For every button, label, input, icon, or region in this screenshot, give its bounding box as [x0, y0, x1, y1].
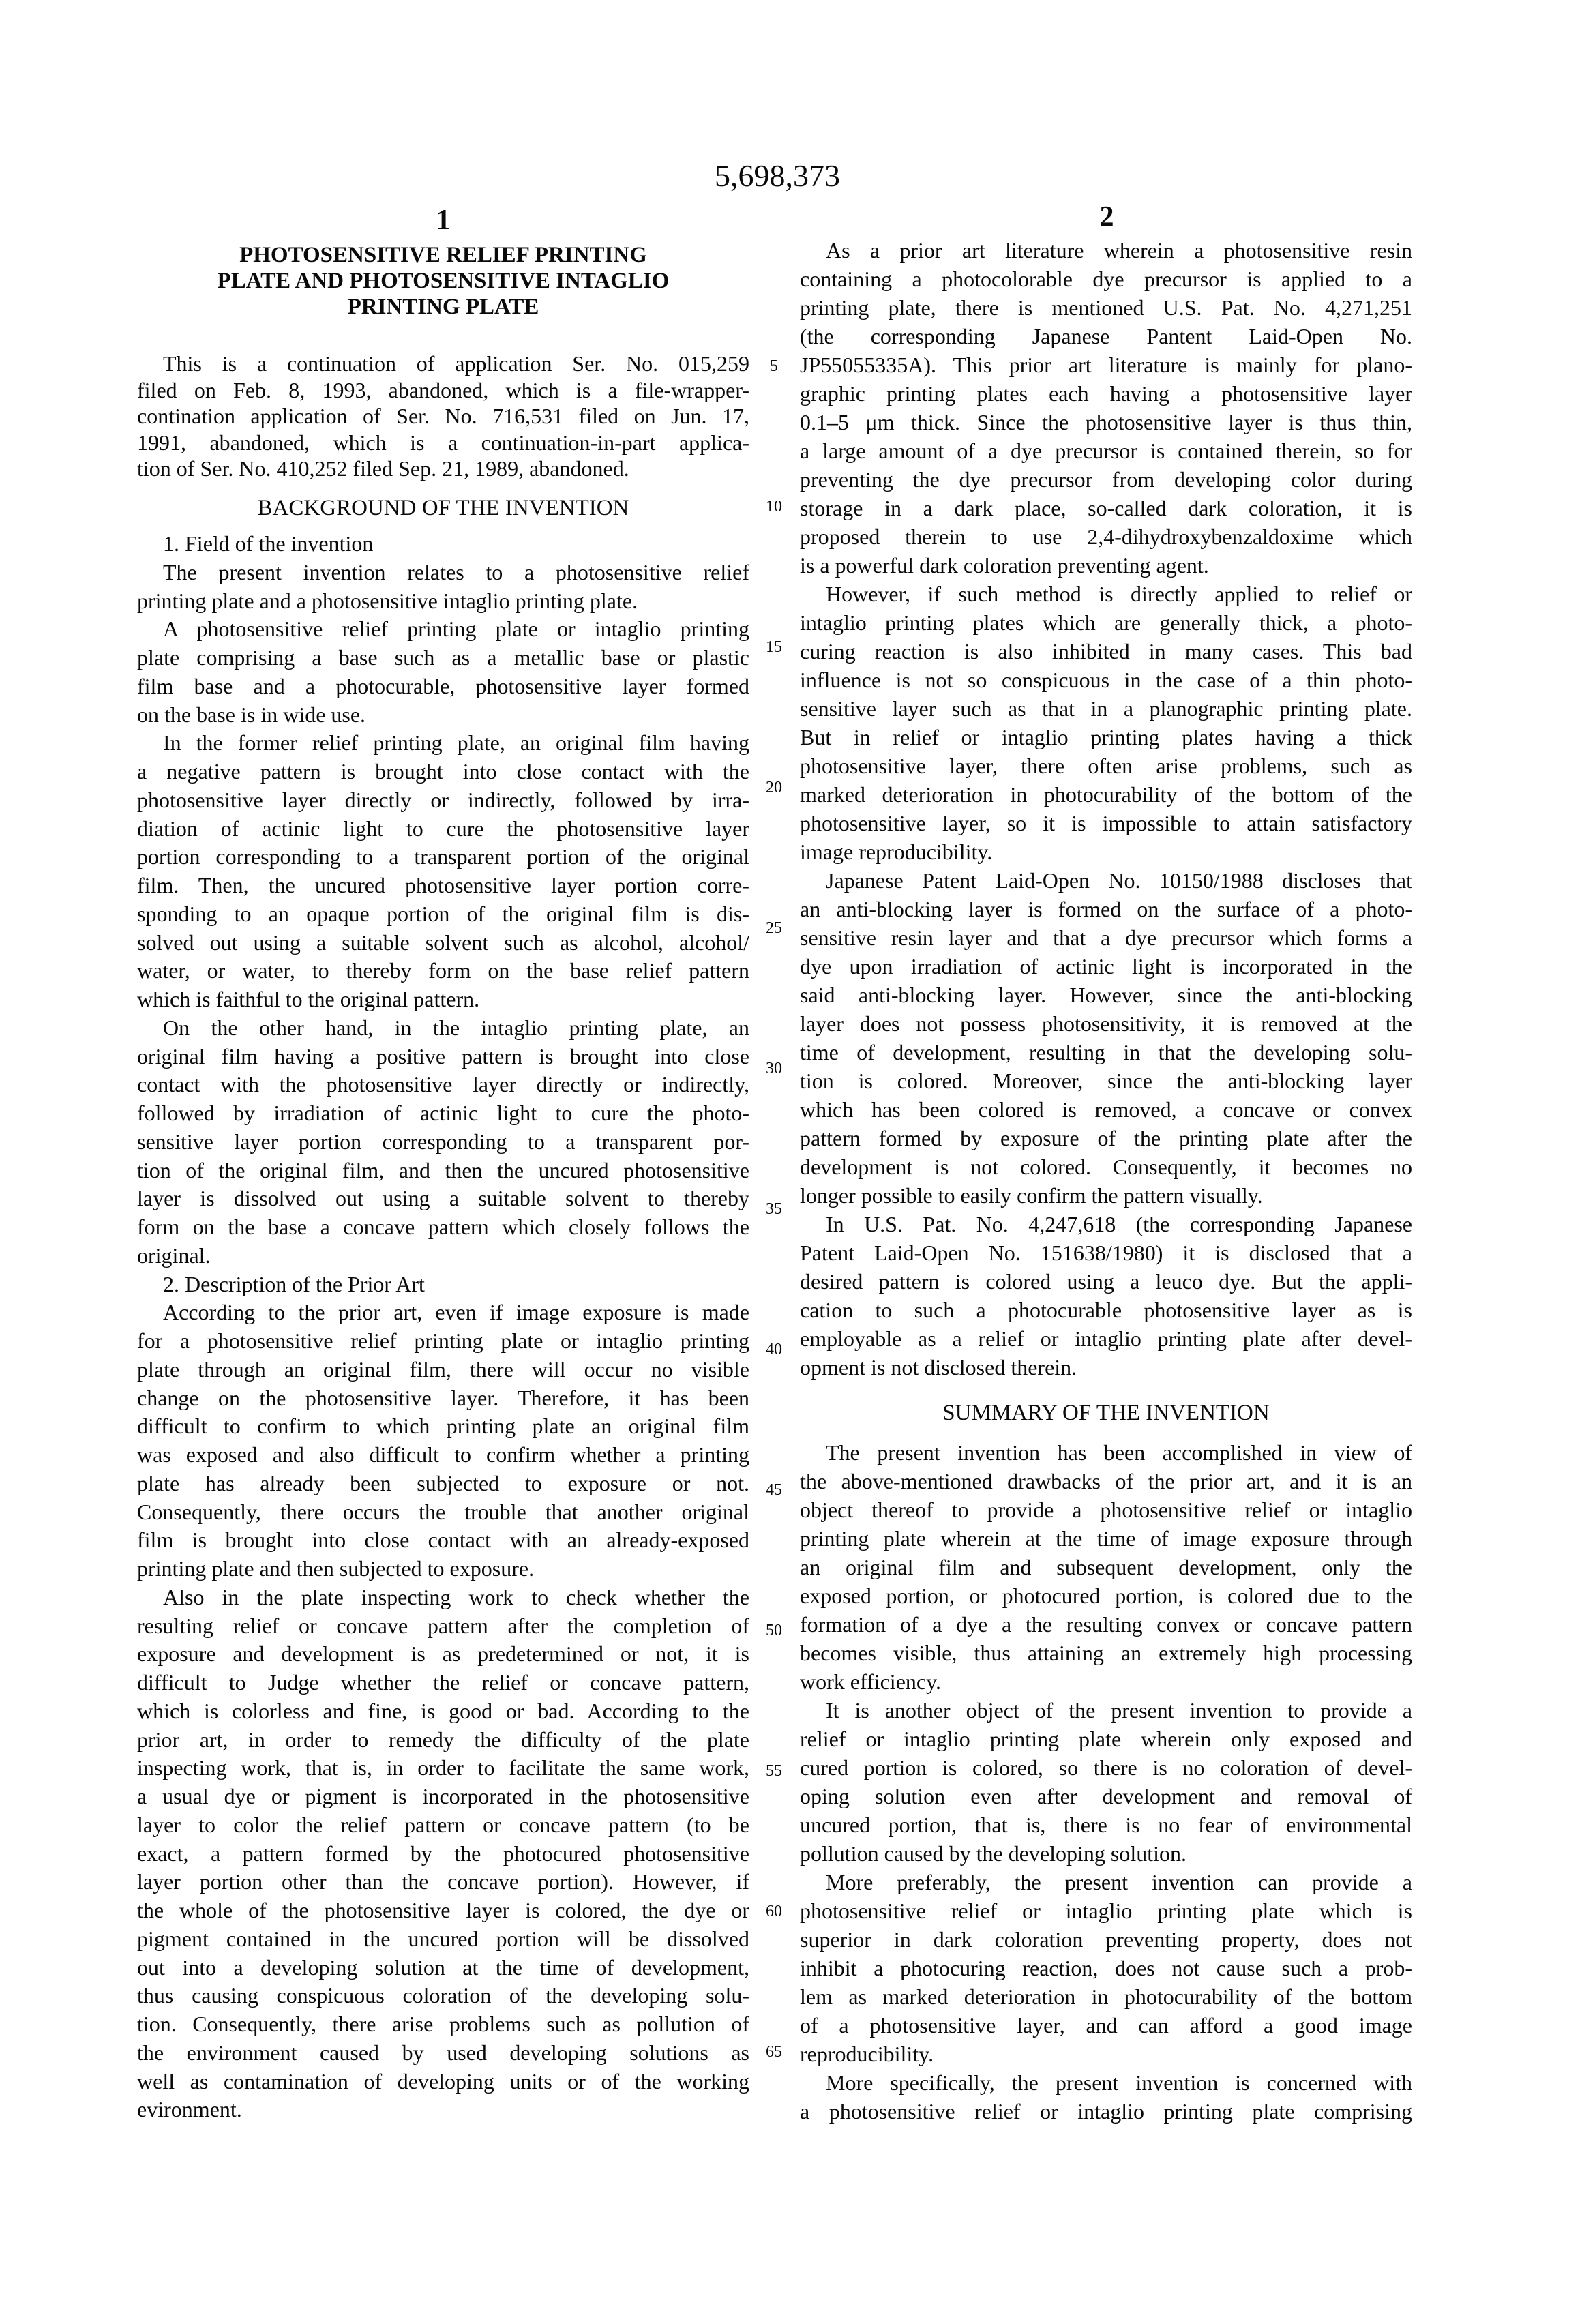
text-line: Also in the plate inspecting work to check whether the: [137, 1583, 749, 1612]
paragraph: [800, 2068, 1412, 2126]
text-line: tion of Ser. No. 410,252 filed Sep. 21, 1989, abandoned.: [137, 456, 749, 482]
text-line: contact with the photosensitive layer directly or indirectly,: [137, 1071, 749, 1099]
text-line: layer to color the relief pattern or concave pattern (to be: [137, 1811, 749, 1840]
text-line: photosensitive layer, there often arise problems, such as: [800, 751, 1412, 780]
text-line: In the former relief printing plate, an original film having: [137, 729, 749, 758]
text-line: well as contamination of developing units or of the working: [137, 2068, 749, 2096]
text-line: marked deterioration in photocurability of the bottom of the: [800, 780, 1412, 809]
text-line: image reproducibility.: [800, 837, 1412, 866]
text-line: sensitive layer portion corresponding to a transparent por-: [137, 1128, 749, 1157]
text-line: contination application of Ser. No. 716,531 filed on Jun. 17,: [137, 403, 749, 430]
text-line: object thereof to provide a photosensitive relief or intaglio: [800, 1495, 1412, 1524]
text-line: cured portion is colored, so there is no coloration of devel-: [800, 1753, 1412, 1782]
text-line: formation of a dye a the resulting convex or concave pattern: [800, 1610, 1412, 1639]
title-line: PRINTING PLATE: [137, 294, 749, 320]
text-line: which is faithful to the original pattern.: [137, 985, 749, 1014]
text-line: layer portion other than the concave portion). However, if: [137, 1868, 749, 1896]
text-line: was exposed and also difficult to confirm whether a printing: [137, 1441, 749, 1470]
line-number: 35: [757, 1199, 791, 1219]
right-column-body-upper: [800, 236, 1412, 1382]
patent-title: [137, 242, 749, 320]
text-line: Consequently, there occurs the trouble that another original: [137, 1498, 749, 1527]
text-line: tion of the original film, and then the uncured photosensitive: [137, 1157, 749, 1185]
line-number: 30: [757, 1058, 791, 1079]
text-line: an original film and subsequent development, only the: [800, 1553, 1412, 1581]
text-line: containing a photocolorable dye precursor is applied to a: [800, 265, 1412, 293]
line-number: 60: [757, 1901, 791, 1922]
text-line: film is brought into close contact with an already-exposed: [137, 1526, 749, 1555]
paragraph: [137, 615, 749, 729]
text-line: The present invention relates to a photosensitive relief: [137, 558, 749, 587]
text-line: filed on Feb. 8, 1993, abandoned, which is a file-wrapper-: [137, 377, 749, 404]
text-line: relief or intaglio printing plate wherein only exposed and: [800, 1725, 1412, 1753]
background-heading: BACKGROUND OF THE INVENTION: [137, 494, 749, 522]
subsection-heading: 1. Field of the invention: [137, 530, 749, 558]
text-line: dye upon irradiation of actinic light is incorporated in the: [800, 952, 1412, 981]
text-line: More specifically, the present invention is concerned with: [800, 2068, 1412, 2097]
text-line: printing plate and then subjected to exposure.: [137, 1555, 749, 1583]
text-line: More preferably, the present invention can provide a: [800, 1868, 1412, 1896]
column-number-left: 1: [409, 203, 477, 237]
text-line: film. Then, the uncured photosensitive layer portion corre-: [137, 872, 749, 900]
paragraph: [800, 236, 1412, 580]
text-line: This is a continuation of application Ser. No. 015,259: [137, 351, 749, 377]
paragraph: [137, 558, 749, 616]
line-number: 5: [757, 356, 791, 376]
text-line: inhibit a photocuring reaction, does not cause such a prob-: [800, 1954, 1412, 1982]
line-number: 25: [757, 918, 791, 938]
right-column-body-lower: [800, 1438, 1412, 2126]
text-line: desired pattern is colored using a leuco dye. But the appli-: [800, 1267, 1412, 1296]
text-line: followed by irradiation of actinic light to cure the photo-: [137, 1099, 749, 1128]
text-line: exposed portion, or photocured portion, is colored due to the: [800, 1581, 1412, 1610]
text-line: (the corresponding Japanese Pantent Laid-Open No.: [800, 322, 1412, 351]
text-line: However, if such method is directly applied to relief or: [800, 580, 1412, 608]
text-line: printing plate and a photosensitive intaglio printing plate.: [137, 587, 749, 616]
text-line: portion corresponding to a transparent portion of the original: [137, 843, 749, 872]
text-line: for a photosensitive relief printing plate or intaglio printing: [137, 1327, 749, 1356]
text-line: JP55055335A). This prior art literature is mainly for plano-: [800, 351, 1412, 379]
left-column-body: [137, 530, 749, 2124]
text-line: photosensitive layer directly or indirectly, followed by irra-: [137, 786, 749, 815]
paragraph: [137, 1014, 749, 1270]
text-line: layer is dissolved out using a suitable solvent to thereby: [137, 1185, 749, 1213]
text-line: out into a developing solution at the time of development,: [137, 1954, 749, 1982]
subsection-heading: 2. Description of the Prior Art: [137, 1270, 749, 1299]
text-line: solved out using a suitable solvent such as alcohol, alcohol/: [137, 929, 749, 957]
text-line: thus causing conspicuous coloration of the developing solu-: [137, 1982, 749, 2010]
text-line: water, or water, to thereby form on the base relief pattern: [137, 957, 749, 985]
text-line: sensitive resin layer and that a dye precursor which forms a: [800, 923, 1412, 952]
text-line: uncured portion, that is, there is no fear of environmental: [800, 1811, 1412, 1839]
text-line: 0.1–5 μm thick. Since the photosensitive layer is thus thin,: [800, 408, 1412, 436]
text-line: pollution caused by the developing solution.: [800, 1839, 1412, 1868]
text-line: sensitive layer such as that in a planographic printing plate.: [800, 694, 1412, 723]
text-line: printing plate, there is mentioned U.S. Pat. No. 4,271,251: [800, 293, 1412, 322]
paragraph: [137, 729, 749, 1014]
text-line: Japanese Patent Laid-Open No. 10150/1988 discloses that: [800, 866, 1412, 895]
continuation-paragraph: [137, 351, 749, 482]
text-line: inspecting work, that is, in order to facilitate the same work,: [137, 1754, 749, 1783]
text-line: photosensitive layer, so it is impossible to attain satisfactory: [800, 809, 1412, 837]
text-line: form on the base a concave pattern which closely follows the: [137, 1213, 749, 1242]
text-line: a negative pattern is brought into close contact with the: [137, 758, 749, 786]
text-line: printing plate wherein at the time of image exposure through: [800, 1524, 1412, 1553]
text-line: prior art, in order to remedy the difficulty of the plate: [137, 1726, 749, 1755]
text-line: exact, a pattern formed by the photocured photosensitive: [137, 1840, 749, 1868]
summary-heading: SUMMARY OF THE INVENTION: [800, 1399, 1412, 1427]
paragraph: [800, 1696, 1412, 1868]
text-line: a photosensitive relief or intaglio printing plate comprising: [800, 2097, 1412, 2126]
text-line: oping solution even after development and removal of: [800, 1782, 1412, 1811]
text-line: opment is not disclosed therein.: [800, 1353, 1412, 1382]
line-number: 50: [757, 1620, 791, 1641]
text-line: the environment caused by used developing solutions as: [137, 2039, 749, 2068]
text-line: plate comprising a base such as a metallic base or plastic: [137, 644, 749, 672]
text-line: tion is colored. Moreover, since the anti-blocking layer: [800, 1067, 1412, 1095]
text-line: It is another object of the present invention to provide a: [800, 1696, 1412, 1725]
paragraph: [137, 1298, 749, 1583]
text-line: the above-mentioned drawbacks of the prior art, and it is an: [800, 1467, 1412, 1495]
text-line: evironment.: [137, 2096, 749, 2124]
text-line: pigment contained in the uncured portion will be dissolved: [137, 1925, 749, 1954]
paragraph: [800, 1868, 1412, 2068]
text-line: of a photosensitive layer, and can afford a good image: [800, 2011, 1412, 2040]
text-line: graphic printing plates each having a photosensitive layer: [800, 379, 1412, 408]
text-line: plate through an original film, there will occur no visible: [137, 1356, 749, 1384]
text-line: which has been colored is removed, a concave or convex: [800, 1095, 1412, 1124]
text-line: diation of actinic light to cure the photosensitive layer: [137, 815, 749, 844]
text-line: pattern formed by exposure of the printing plate after the: [800, 1124, 1412, 1152]
text-line: influence is not so conspicuous in the case of a thin photo-: [800, 666, 1412, 694]
text-line: preventing the dye precursor from developing color during: [800, 465, 1412, 494]
text-line: longer possible to easily confirm the pattern visually.: [800, 1181, 1412, 1210]
text-line: original.: [137, 1242, 749, 1270]
text-line: a usual dye or pigment is incorporated in the photosensitive: [137, 1783, 749, 1811]
line-number: 10: [757, 496, 791, 517]
text-line: sponding to an opaque portion of the original film is dis-: [137, 900, 749, 929]
column-number-right: 2: [1073, 200, 1141, 234]
text-line: proposed therein to use 2,4-dihydroxybenzaldoxime which: [800, 522, 1412, 551]
text-line: A photosensitive relief printing plate or intaglio printing: [137, 615, 749, 644]
text-line: storage in a dark place, so-called dark coloration, it is: [800, 494, 1412, 522]
text-line: time of development, resulting in that the developing solu-: [800, 1038, 1412, 1067]
text-line: the whole of the photosensitive layer is colored, the dye or: [137, 1896, 749, 1925]
text-line: layer does not possess photosensitivity, it is removed at the: [800, 1009, 1412, 1038]
text-line: said anti-blocking layer. However, since the anti-blocking: [800, 981, 1412, 1009]
text-line: But in relief or intaglio printing plates having a thick: [800, 723, 1412, 751]
text-line: 1991, abandoned, which is a continuation-in-part applica-: [137, 430, 749, 456]
text-line: difficult to Judge whether the relief or concave pattern,: [137, 1669, 749, 1697]
title-line: PLATE AND PHOTOSENSITIVE INTAGLIO: [137, 268, 749, 294]
text-line: curing reaction is also inhibited in many cases. This bad: [800, 637, 1412, 666]
text-line: In U.S. Pat. No. 4,247,618 (the corresponding Japanese: [800, 1210, 1412, 1238]
patent-number: 5,698,373: [655, 155, 900, 196]
text-line: is a powerful dark coloration preventing agent.: [800, 551, 1412, 580]
paragraph: [800, 866, 1412, 1210]
text-line: intaglio printing plates which are generally thick, a photo-: [800, 608, 1412, 637]
text-line: According to the prior art, even if image exposure is made: [137, 1298, 749, 1327]
text-line: a large amount of a dye precursor is contained therein, so for: [800, 436, 1412, 465]
text-line: lem as marked deterioration in photocurability of the bottom: [800, 1982, 1412, 2011]
text-line: development is not colored. Consequently, it becomes no: [800, 1152, 1412, 1181]
text-line: film base and a photocurable, photosensitive layer formed: [137, 672, 749, 701]
line-number: 65: [757, 2042, 791, 2062]
text-line: superior in dark coloration preventing property, does not: [800, 1925, 1412, 1954]
text-line: reproducibility.: [800, 2040, 1412, 2068]
paragraph: [800, 1210, 1412, 1382]
text-line: on the base is in wide use.: [137, 701, 749, 730]
text-line: which is colorless and fine, is good or bad. According to the: [137, 1697, 749, 1726]
text-line: On the other hand, in the intaglio printing plate, an: [137, 1014, 749, 1043]
text-line: plate has already been subjected to exposure or not.: [137, 1470, 749, 1498]
text-line: original film having a positive pattern is brought into close: [137, 1043, 749, 1071]
text-line: cation to such a photocurable photosensitive layer as is: [800, 1296, 1412, 1324]
text-line: becomes visible, thus attaining an extremely high processing: [800, 1639, 1412, 1667]
line-number: 55: [757, 1761, 791, 1781]
text-line: employable as a relief or intaglio printing plate after devel-: [800, 1324, 1412, 1353]
line-number: 15: [757, 637, 791, 657]
text-line: work efficiency.: [800, 1667, 1412, 1696]
line-number: 20: [757, 777, 791, 798]
title-line: PHOTOSENSITIVE RELIEF PRINTING: [137, 242, 749, 268]
paragraph: [800, 1438, 1412, 1696]
text-line: resulting relief or concave pattern after the completion of: [137, 1612, 749, 1641]
text-line: photosensitive relief or intaglio printing plate which is: [800, 1896, 1412, 1925]
text-line: Patent Laid-Open No. 151638/1980) it is disclosed that a: [800, 1238, 1412, 1267]
paragraph: [800, 580, 1412, 866]
text-line: tion. Consequently, there arise problems such as pollution of: [137, 2010, 749, 2039]
text-line: exposure and development is as predetermined or not, it is: [137, 1640, 749, 1669]
line-number: 40: [757, 1339, 791, 1360]
paragraph: [137, 1583, 749, 2124]
text-line: The present invention has been accomplished in view of: [800, 1438, 1412, 1467]
text-line: change on the photosensitive layer. Therefore, it has been: [137, 1384, 749, 1413]
text-line: As a prior art literature wherein a photosensitive resin: [800, 236, 1412, 265]
text-line: difficult to confirm to which printing plate an original film: [137, 1412, 749, 1441]
line-number: 45: [757, 1480, 791, 1500]
text-line: an anti-blocking layer is formed on the surface of a photo-: [800, 895, 1412, 923]
